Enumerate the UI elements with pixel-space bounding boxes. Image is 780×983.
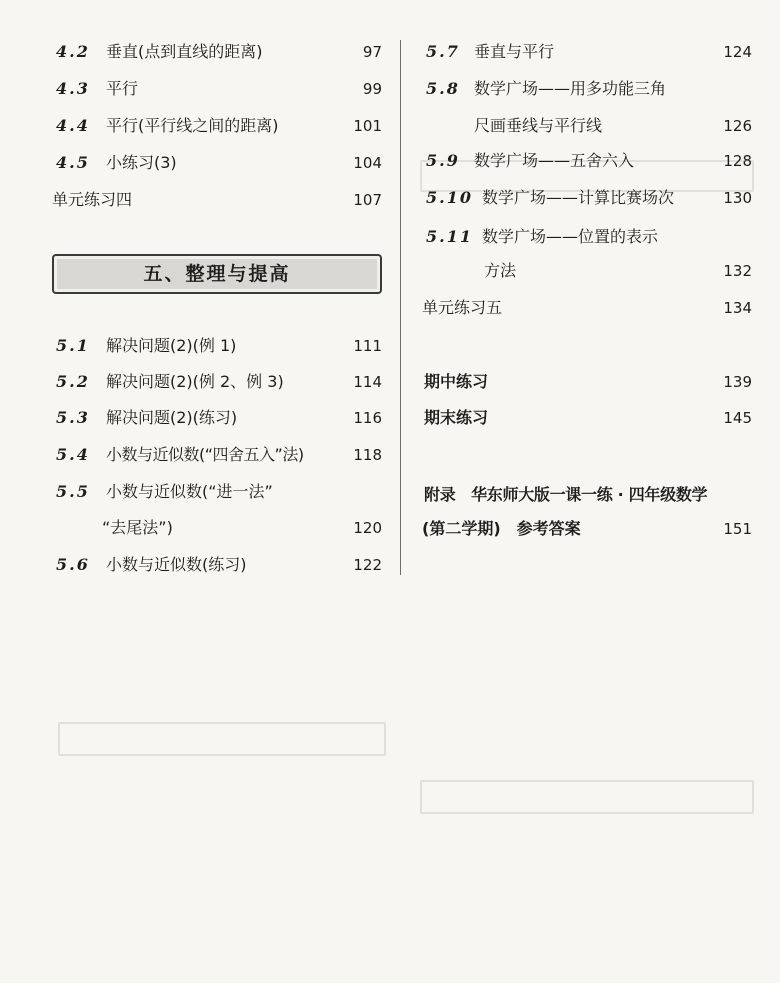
section-title-continued: 尺画垂线与平行线: [474, 116, 603, 135]
toc-entry-5-5[interactable]: [52, 477, 382, 507]
section-number: 5.8: [426, 79, 460, 98]
toc-entry-4-2[interactable]: [52, 37, 382, 67]
page-number: 134: [723, 299, 752, 317]
section-title-continued: 方法: [484, 261, 517, 280]
toc-entry-5-1[interactable]: [52, 331, 382, 361]
toc-entry-appendix-cont[interactable]: [422, 514, 752, 544]
page-number: 118: [353, 446, 382, 464]
page-number: 97: [362, 43, 382, 61]
toc-entry-5-7[interactable]: [422, 37, 752, 67]
section-title: 数学广场——位置的表示: [482, 227, 659, 246]
section-number: 5.4: [56, 445, 90, 464]
toc-entry-5-5-cont[interactable]: [52, 513, 382, 543]
section-title: 平行(平行线之间的距离): [106, 116, 279, 135]
page-number: 122: [353, 556, 382, 574]
section-title: 数学广场——五舍六入: [474, 151, 635, 170]
section-title: 平行: [106, 79, 139, 98]
section-title: 小数与近似数(“四舍五入”法): [106, 445, 304, 464]
toc-entry-5-2[interactable]: [52, 367, 382, 397]
toc-entry-5-9[interactable]: [422, 146, 752, 176]
section-number: 5.5: [56, 482, 90, 501]
page-number: 99: [362, 80, 382, 98]
page-number: 126: [723, 117, 752, 135]
page-number: 130: [723, 189, 752, 207]
toc-entry-unit4-review[interactable]: [52, 185, 382, 215]
section-number: 4.4: [56, 116, 90, 135]
toc-entry-final[interactable]: [422, 403, 752, 433]
page-number: 151: [723, 520, 752, 538]
page-number: 145: [723, 409, 752, 427]
section-title: 垂直与平行: [474, 42, 555, 61]
appendix-title: 附录 华东师大版一课一练 · 四年级数学: [424, 485, 708, 504]
page-number: 107: [353, 191, 382, 209]
ghost-box-1: [58, 722, 386, 756]
column-divider: [400, 40, 401, 575]
page-number: 139: [723, 373, 752, 391]
section-number: 5.1: [56, 336, 90, 355]
page-number: 120: [353, 519, 382, 537]
section-number: 4.5: [56, 153, 90, 172]
toc-entry-4-4[interactable]: [52, 111, 382, 141]
toc-entry-midterm[interactable]: [422, 367, 752, 397]
section-title: 数学广场——用多功能三角: [474, 79, 667, 98]
toc-entry-5-8-cont[interactable]: [422, 111, 752, 141]
section-number: 5.2: [56, 372, 90, 391]
section-title: 小数与近似数(练习): [106, 555, 247, 574]
page-number: 104: [353, 154, 382, 172]
ghost-box-2: [420, 780, 754, 814]
toc-entry-5-11-cont[interactable]: [422, 256, 752, 286]
section-title-continued: “去尾法”): [102, 518, 173, 537]
section-title: 单元练习五: [422, 298, 503, 317]
section-title: 解决问题(2)(例 1): [106, 336, 237, 355]
page-number: 124: [723, 43, 752, 61]
section-number: 5.3: [56, 408, 90, 427]
unit-5-header-title: 五、整理与提高: [143, 263, 291, 285]
section-title: 解决问题(2)(练习): [106, 408, 238, 427]
section-title: 期中练习: [424, 372, 489, 391]
toc-entry-5-11[interactable]: [422, 222, 752, 252]
section-title: 期末练习: [424, 408, 489, 427]
toc-entry-5-6[interactable]: [52, 550, 382, 580]
section-title: 解决问题(2)(例 2、例 3): [106, 372, 284, 391]
unit-5-header: [52, 254, 382, 294]
toc-entry-5-10[interactable]: [422, 183, 752, 213]
toc-entry-appendix[interactable]: [422, 480, 752, 510]
section-number: 5.10: [426, 188, 473, 207]
page-number: 111: [353, 337, 382, 355]
page-number: 128: [723, 152, 752, 170]
toc-entry-4-5[interactable]: [52, 148, 382, 178]
section-number: 4.3: [56, 79, 90, 98]
toc-entry-4-3[interactable]: [52, 74, 382, 104]
section-number: 5.9: [426, 151, 460, 170]
section-title: 单元练习四: [52, 190, 133, 209]
page-number: 116: [353, 409, 382, 427]
section-title: 垂直(点到直线的距离): [106, 42, 263, 61]
section-title: 数学广场——计算比赛场次: [482, 188, 675, 207]
page-number: 114: [353, 373, 382, 391]
page-number: 101: [353, 117, 382, 135]
page-number: 132: [723, 262, 752, 280]
toc-entry-5-3[interactable]: [52, 403, 382, 433]
section-number: 5.6: [56, 555, 90, 574]
section-number: 5.11: [426, 227, 473, 246]
section-number: 4.2: [56, 42, 90, 61]
toc-entry-5-4[interactable]: [52, 440, 382, 470]
appendix-title-continued: (第二学期) 参考答案: [422, 519, 581, 538]
section-number: 5.7: [426, 42, 460, 61]
toc-entry-5-8[interactable]: [422, 74, 752, 104]
toc-entry-unit5-review[interactable]: [422, 293, 752, 323]
section-title: 小数与近似数(“进一法”: [106, 482, 273, 501]
section-title: 小练习(3): [106, 153, 177, 172]
